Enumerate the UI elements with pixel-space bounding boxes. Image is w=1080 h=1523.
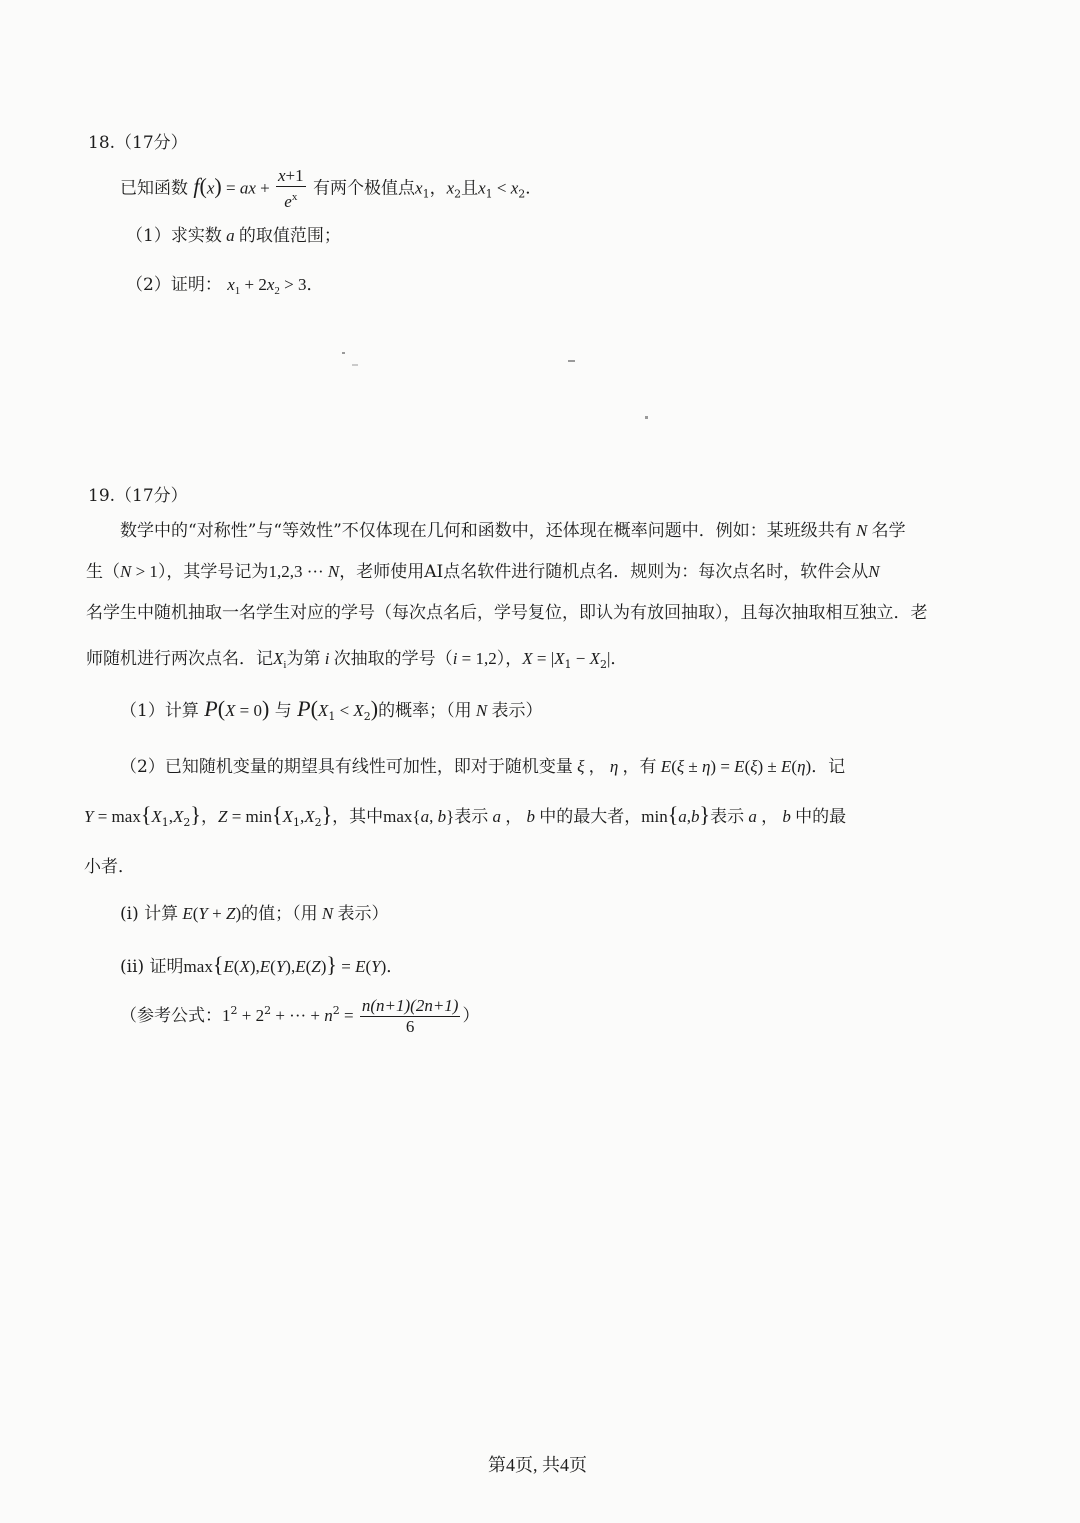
q19-l2-d: 表示 <box>710 807 745 827</box>
q19-ref-a: （参考公式： <box>120 1006 222 1026</box>
q19-part1-d: 表示） <box>491 701 543 721</box>
q19-part2-line-3: 小者． <box>84 857 135 877</box>
q19-p2-a: 生（ <box>86 562 120 582</box>
q19-paragraph-line-3 <box>86 598 928 623</box>
q19-part2-line-2: $Y = \max\{X_1,X_2\}$，$Z = \min\{X_1,X_2\}$，其中max{a, b}表示 a ， b 中的最大者，min{a,b}表示 a ， b 中的最 <box>84 802 847 829</box>
q19-p2-b: ），其学号记为 <box>157 562 269 582</box>
q19-l2-b: 表示 <box>454 807 489 827</box>
q19-p1: 数学中的“对称性”与“等效性”不仅体现在几何和函数中，还体现在概率问题中．例如：某班级共有 <box>120 521 852 541</box>
q19-ref-denominator: 6 <box>405 1017 415 1036</box>
q19-paragraph-line-4: 师随机进行两次点名．记$X_i$为第 i 次抽取的学号（i = 1,2），$X = |X_1 - X_2|$． <box>86 649 628 671</box>
scan-speck <box>568 360 575 362</box>
q19-part2-a: （2）已知随机变量的期望具有线性可加性，即对于随机变量 <box>120 757 573 777</box>
q19-sub-i-a: (i) 计算 <box>120 904 179 924</box>
q19-p4-c: 次抽取的学号（ <box>333 649 453 669</box>
q18-part1-end: 的取值范围； <box>238 226 341 246</box>
q19-l2-a: ，其中 <box>332 807 384 827</box>
q19-p3: 名学生中随机抽取一名学生对应的学号（每次点名后，学号复位，即认为有放回抽取），且每次抽取相互独立．老 <box>86 603 928 623</box>
q19-paragraph-line-1: 数学中的“对称性”与“等效性”不仅体现在几何和函数中，还体现在概率问题中．例如：某班级共有 N 名学 <box>120 521 906 541</box>
q19-p4-d: ）， <box>496 649 523 669</box>
q18-part2: （2）证明： $x_1 + 2x_2 > 3$． <box>126 275 324 297</box>
q19-ref-b: ） <box>462 1006 480 1026</box>
q19-p1-end: 名学 <box>871 521 906 541</box>
q18-header: 18.（17分） <box>88 133 188 153</box>
q19-l2-e: 中的最 <box>795 807 847 827</box>
q19-part2-line-1: （2）已知随机变量的期望具有线性可加性，即对于随机变量 ξ ， η ，有 E(ξ ± η) = E(ξ) ± E(η)．记 <box>120 757 846 777</box>
scan-speck <box>342 352 345 354</box>
q18-stem-prefix: 已知函数 <box>120 178 188 199</box>
q18-part2-label: （2）证明： <box>126 275 222 295</box>
q18-func: f <box>193 173 200 199</box>
q19-part1-c: 的概率；（用 <box>378 701 472 721</box>
scan-speck <box>352 364 358 366</box>
q18-stem-suffix: 有两个极值点 <box>313 178 416 199</box>
q19-sub-i: (i) 计算 E(Y + Z)的值；（用 N 表示） <box>120 904 389 924</box>
q18-part1-label: （1）求实数 <box>126 226 222 246</box>
q19-paragraph-line-2: 生（N > 1），其学号记为1,2,3 ··· N，老师使用AI点名软件进行随机点名．规则为：每次点名时，软件会从N <box>86 562 880 582</box>
q19-reference-formula: （参考公式：$1^2 + 2^2$ + ··· + $n^2$ = $\frac{n(n+1)(2n+1)}{6}$ ） <box>120 996 480 1036</box>
page-footer: 第4页, 共4页 <box>488 1455 587 1475</box>
q19-part2-b: ，有 <box>622 757 657 777</box>
q18-fraction: $\frac{x+1}{e^x}$ <box>277 166 304 211</box>
q18-stem-and: 且 <box>461 178 479 199</box>
q18-stem: 已知函数 f(x) = ax + $\frac{x+1}{e^x}$ 有两个极值点$x_1$，$x_2$且$x_1 < x_2$． <box>120 166 543 211</box>
q19-part2-c: ．记 <box>811 757 846 777</box>
q18-part2-inequality: $x_1 + 2x_2 > 3$ <box>227 275 307 297</box>
q19-sub-i-c: 表示） <box>337 904 389 924</box>
q18-part1: （1）求实数 a 的取值范围； <box>126 226 341 246</box>
scan-speck <box>645 416 648 419</box>
q19-p4-b: 为第 <box>286 649 321 669</box>
q19-ref-numerator: n(n+1)(2n+1) <box>361 996 459 1015</box>
q19-p4-a: 师随机进行两次点名．记 <box>86 649 273 669</box>
q19-p2-c: ，老师使用AI点名软件进行随机点名．规则为：每次点名时，软件会从 <box>339 562 869 582</box>
q19-part1-b: 与 <box>274 701 292 721</box>
q19-sub-ii: (ii) 证明max{E(X),E(Y),E(Z)} = E(Y)． <box>120 952 404 977</box>
q19-part1-a: （1）计算 <box>120 701 199 721</box>
q19-l2-c: 中的最大者， <box>539 807 642 827</box>
q19-header: 19.（17分） <box>88 486 188 506</box>
q19-ref-fraction <box>360 996 461 1037</box>
q19-sub-ii-label: (ii) 证明 <box>120 957 184 977</box>
q19-part1: （1）计算 P(X = 0) 与 $P(X_1 < X_2)$的概率；（用 N 表示） <box>120 696 543 723</box>
q19-sub-i-b: 的值；（用 <box>241 904 318 924</box>
